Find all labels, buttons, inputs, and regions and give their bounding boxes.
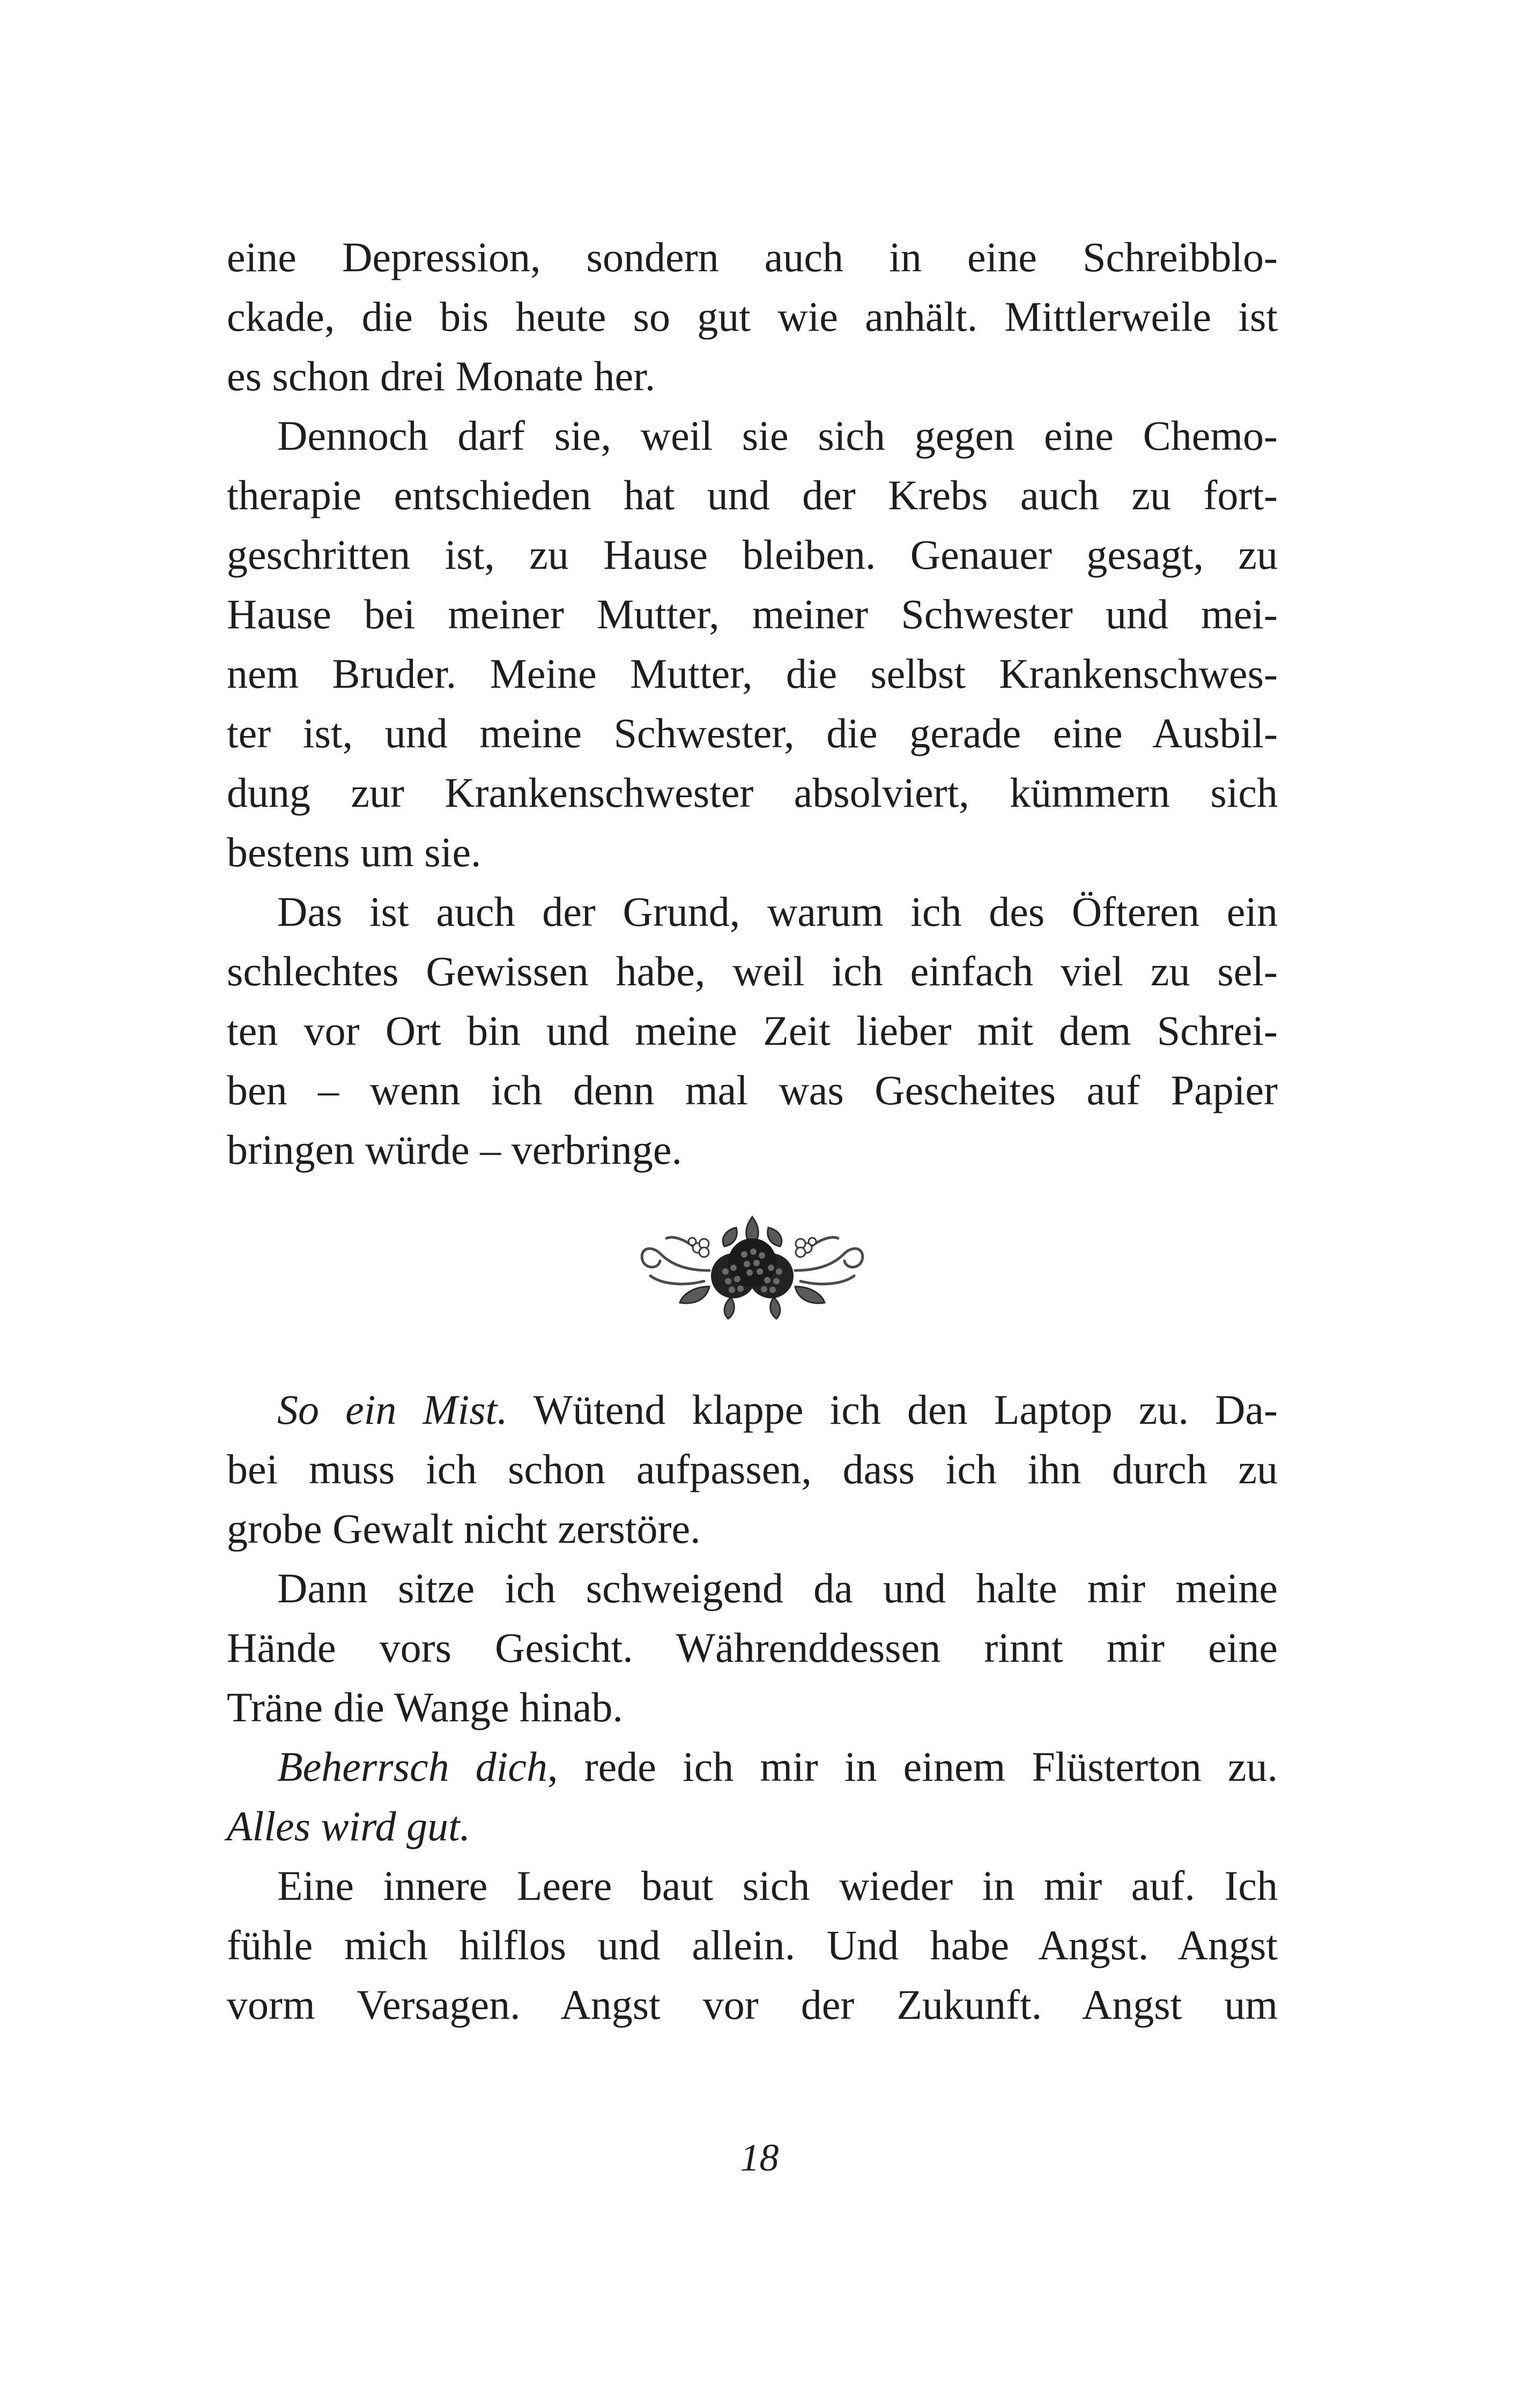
text-line: Eine innere Leere baut sich wieder in mir auf. Ich (277, 1862, 1278, 1909)
text-line: therapie entschieden hat und der Krebs auch zu fort- (227, 472, 1278, 518)
text-line: ten vor Ort bin und meine Zeit lieber mit dem Schrei- (227, 1007, 1278, 1054)
blackberry-flourish-icon (629, 1206, 876, 1324)
text-line: ter ist, und meine Schwester, die gerade eine Ausbil- (227, 710, 1278, 756)
text-line: fühle mich hilflos und allein. Und habe Angst. Angst (227, 1922, 1278, 1968)
text-line: Hause bei meiner Mutter, meiner Schwester und mei- (227, 591, 1278, 637)
text-line: ben – wenn ich denn mal was Gescheites auf Papier (227, 1067, 1278, 1113)
text-line: dung zur Krankenschwester absolviert, kümmern sich (227, 769, 1278, 816)
text-line: Träne die Wange hinab. (227, 1684, 623, 1730)
page-number: 18 (740, 2136, 779, 2179)
text-line: Alles wird gut. (227, 1803, 471, 1849)
text-run: , rede ich mir in einem Flüsterton zu. (547, 1743, 1278, 1790)
body-text-block-1 (227, 227, 1278, 1179)
text-line: bestens um sie. (227, 829, 481, 875)
text-line: geschritten ist, zu Hause bleiben. Genauer gesagt, zu (227, 531, 1278, 578)
text-line: Dann sitze ich schweigend da und halte mir meine (277, 1565, 1278, 1611)
text-run: Wütend klappe ich den Laptop zu. Da- (507, 1386, 1278, 1433)
text-line: Das ist auch der Grund, warum ich des Öfteren ein (277, 888, 1278, 935)
text-line: Dennoch darf sie, weil sie sich gegen eine Chemo- (277, 412, 1278, 459)
text-line: eine Depression, sondern auch in eine Schreibblo- (227, 234, 1278, 280)
text-line: bringen würde – verbringe. (227, 1126, 683, 1173)
text-line: schlechtes Gewissen habe, weil ich einfach viel zu sel- (227, 948, 1278, 994)
italic-phrase: So ein Mist. (277, 1386, 508, 1433)
text-line: bei muss ich schon aufpassen, dass ich ihn durch zu (227, 1446, 1278, 1492)
text-line (227, 1380, 1278, 1439)
text-line (227, 1737, 1278, 1796)
text-line: vorm Versagen. Angst vor der Zukunft. Angst um (227, 1981, 1278, 2028)
text-line: grobe Gewalt nicht zerstöre. (227, 1505, 701, 1552)
italic-phrase: Beherrsch dich (277, 1743, 547, 1790)
text-line: nem Bruder. Meine Mutter, die selbst Krankenschwes- (227, 650, 1278, 697)
text-line: es schon drei Monate her. (227, 353, 656, 399)
body-text-block-2 (227, 1380, 1278, 2034)
text-line: Hände vors Gesicht. Währenddessen rinnt mir eine (227, 1624, 1278, 1671)
text-line: ckade, die bis heute so gut wie anhält. Mittlerweile ist (227, 293, 1278, 340)
